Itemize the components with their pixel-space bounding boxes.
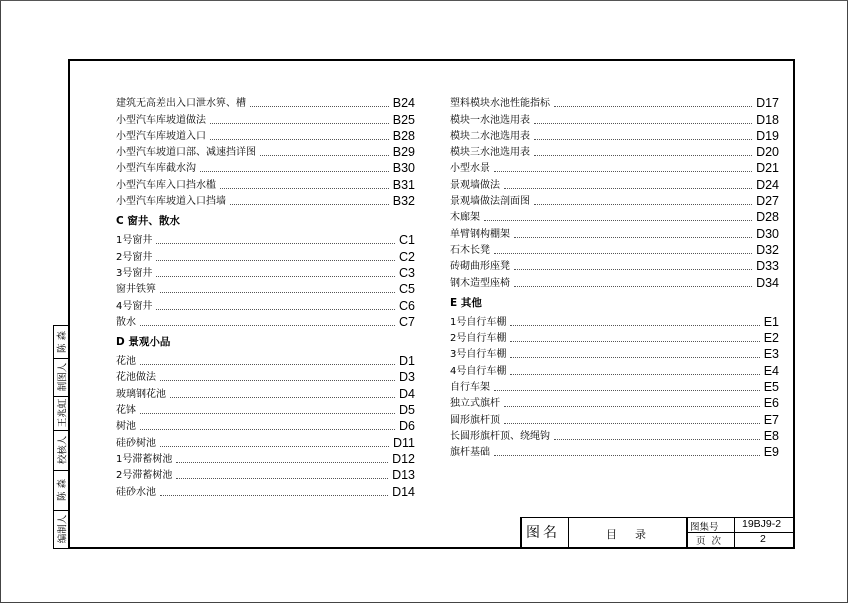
entry-page-code: B25 <box>392 112 415 127</box>
entry-title: 模块一水池选用表 <box>450 114 530 126</box>
toc-entry <box>450 410 779 426</box>
entry-title: 景观墙做法 <box>450 179 500 191</box>
entry-title: 窗井铁箅 <box>116 284 156 296</box>
entry-page-code: D19 <box>756 128 779 143</box>
leader-dots <box>156 309 395 310</box>
entry-title: 钢木造型座椅 <box>450 277 510 289</box>
leader-dots <box>504 423 760 424</box>
entry-title: 玻璃钢花池 <box>116 388 166 400</box>
leader-dots <box>160 292 395 293</box>
atlas-number-label: 图集号 <box>690 522 719 533</box>
entry-title: 建筑无高差出入口泄水箅、槽 <box>116 98 246 110</box>
entry-title: 硅砂水池 <box>116 486 156 498</box>
sign-divider <box>54 510 69 511</box>
leader-dots <box>250 106 389 107</box>
entry-page-code: E2 <box>763 331 779 346</box>
toc-entry <box>116 384 415 400</box>
atlas-number: 19BJ9-2 <box>742 518 782 530</box>
entry-page-code: D24 <box>756 177 779 192</box>
entry-title: 圆形旗杆顶 <box>450 414 500 426</box>
entry-title: 长圆形旗杆顶、绕绳钩 <box>450 430 550 442</box>
sign-cell <box>54 396 69 430</box>
toc-entry <box>450 273 779 289</box>
sign-cell <box>54 430 69 470</box>
entry-title: 1号滞蓄树池 <box>116 453 173 465</box>
leader-dots <box>504 188 752 189</box>
leader-dots <box>140 413 395 414</box>
leader-dots <box>510 325 759 326</box>
entry-page-code: D30 <box>756 226 779 241</box>
toc-entry <box>116 368 415 384</box>
entry-page-code: E1 <box>763 314 779 329</box>
entry-page-code: D28 <box>756 210 779 225</box>
toc-entry <box>450 394 779 410</box>
toc-right-column <box>450 94 779 459</box>
leader-dots <box>156 260 395 261</box>
leader-dots <box>140 429 395 430</box>
toc-entry <box>450 110 779 126</box>
group-c-list <box>116 231 415 329</box>
sign-cell-text: 校核人 <box>57 435 69 465</box>
sign-cell-text: 陈 森 <box>57 478 69 502</box>
entry-page-code: B30 <box>392 161 415 176</box>
toc-entry <box>450 443 779 459</box>
leader-dots <box>140 325 395 326</box>
entry-page-code: D12 <box>392 451 415 466</box>
leader-dots <box>514 286 752 287</box>
entry-page-code: D32 <box>756 242 779 257</box>
entry-page-code: C1 <box>399 233 415 248</box>
entry-page-code: B29 <box>392 145 415 160</box>
leader-dots <box>534 139 752 140</box>
entry-title: 3号自行车棚 <box>450 349 507 361</box>
toc-entry <box>116 231 415 247</box>
entry-title: 石木长凳 <box>450 244 490 256</box>
leader-dots <box>160 495 388 496</box>
section-e-heading: E 其他 <box>450 296 482 309</box>
toc-entry <box>450 127 779 143</box>
entry-page-code: D33 <box>756 259 779 274</box>
toc-entry <box>116 280 415 296</box>
leader-dots <box>140 364 395 365</box>
entry-title: 小型水景 <box>450 163 490 175</box>
leader-dots <box>510 374 759 375</box>
entry-title: 小型汽车库截水沟 <box>116 163 196 175</box>
entry-title: 2号自行车棚 <box>450 333 507 345</box>
toc-entry <box>116 127 415 143</box>
entry-page-code: E8 <box>763 428 779 443</box>
leader-dots <box>156 243 395 244</box>
entry-page-code: B28 <box>392 128 415 143</box>
entry-page-code: E5 <box>763 380 779 395</box>
leader-dots <box>534 204 752 205</box>
entry-title: 砖砌曲形座凳 <box>450 261 510 273</box>
leader-dots <box>494 390 760 391</box>
page-label: 页次 <box>696 536 728 547</box>
toc-entry <box>450 313 779 329</box>
sign-cell <box>54 510 69 548</box>
leader-dots <box>160 446 389 447</box>
toc-entry <box>116 110 415 126</box>
toc-entry <box>116 247 415 263</box>
toc-entry <box>450 224 779 240</box>
entry-page-code: E9 <box>763 445 779 460</box>
toc-entry <box>116 417 415 433</box>
leader-dots <box>534 155 752 156</box>
entry-page-code: B31 <box>392 177 415 192</box>
toc-entry <box>116 94 415 110</box>
entry-title: 小型汽车库坡道入口 <box>116 130 206 142</box>
leader-dots <box>504 406 760 407</box>
leader-dots <box>210 139 389 140</box>
entry-title: 小型汽车坡道口部、减速挡详图 <box>116 147 256 159</box>
group-d2-list <box>450 94 779 290</box>
entry-page-code: D20 <box>756 145 779 160</box>
leader-dots <box>510 341 759 342</box>
entry-title: 景观墙做法剖面图 <box>450 196 530 208</box>
entry-page-code: E3 <box>763 347 779 362</box>
leader-dots <box>156 276 395 277</box>
toc-entry <box>450 345 779 361</box>
entry-page-code: C3 <box>399 265 415 280</box>
leader-dots <box>210 123 389 124</box>
toc-entry <box>116 159 415 175</box>
toc-entry <box>450 159 779 175</box>
sign-cell-text: 编制人 <box>57 514 69 544</box>
leader-dots <box>260 155 389 156</box>
leader-dots <box>514 269 752 270</box>
entry-title: 树池 <box>116 421 136 433</box>
entry-title: 模块二水池选用表 <box>450 130 530 142</box>
sign-divider <box>54 430 69 431</box>
entry-title: 模块三水池选用表 <box>450 147 530 159</box>
group-b-list <box>116 94 415 208</box>
leader-dots <box>494 455 760 456</box>
toc-entry <box>116 192 415 208</box>
group-d-list <box>116 352 415 499</box>
toc-entry <box>116 466 415 482</box>
leader-dots <box>176 462 388 463</box>
toc-entry <box>116 313 415 329</box>
entry-page-code: D27 <box>756 194 779 209</box>
toc-entry <box>116 296 415 312</box>
toc-entry <box>450 192 779 208</box>
entry-page-code: D5 <box>399 403 415 418</box>
entry-page-code: D3 <box>399 370 415 385</box>
toc-entry <box>450 378 779 394</box>
leader-dots <box>514 237 752 238</box>
entry-title: 2号滞蓄树池 <box>116 470 173 482</box>
title-block <box>520 517 793 548</box>
entry-title: 塑料模块水池性能指标 <box>450 98 550 110</box>
toc-entry <box>450 175 779 191</box>
entry-title: 2号窗井 <box>116 251 153 263</box>
leader-dots <box>494 253 752 254</box>
entry-page-code: E4 <box>763 363 779 378</box>
entry-page-code: D14 <box>392 484 415 499</box>
entry-page-code: D11 <box>392 435 415 450</box>
group-e-list <box>450 313 779 460</box>
toc-left-column <box>116 94 415 499</box>
entry-page-code: D13 <box>392 468 415 483</box>
toc-entry <box>450 241 779 257</box>
entry-page-code: D17 <box>756 96 779 111</box>
leader-dots <box>170 397 395 398</box>
leader-dots <box>534 123 752 124</box>
entry-title: 花钵 <box>116 405 136 417</box>
entry-title: 小型汽车库坡道做法 <box>116 114 206 126</box>
entry-title: 旗杆基础 <box>450 447 490 459</box>
entry-page-code: D18 <box>756 112 779 127</box>
leader-dots <box>220 188 389 189</box>
entry-title: 4号窗井 <box>116 300 153 312</box>
toc-entry <box>450 361 779 377</box>
toc-entry <box>116 143 415 159</box>
entry-title: 硅砂树池 <box>116 437 156 449</box>
entry-title: 花池做法 <box>116 372 156 384</box>
entry-page-code: C5 <box>399 282 415 297</box>
top-rule <box>0 0 848 1</box>
toc-entry <box>116 482 415 498</box>
entry-page-code: C7 <box>399 314 415 329</box>
toc-entry <box>116 450 415 466</box>
entry-title: 散水 <box>116 316 136 328</box>
entry-page-code: D4 <box>399 386 415 401</box>
entry-title: 单臂钢构棚架 <box>450 228 510 240</box>
toc-entry <box>450 94 779 110</box>
leader-dots <box>494 171 752 172</box>
section-d-heading: D 景观小品 <box>116 335 171 348</box>
sign-cell <box>54 326 69 358</box>
sign-divider <box>54 358 69 359</box>
toc-entry <box>450 427 779 443</box>
toc-entry <box>116 175 415 191</box>
toc-entry <box>116 352 415 368</box>
toc-entry <box>450 329 779 345</box>
sign-divider <box>54 470 69 471</box>
entry-page-code: B24 <box>392 96 415 111</box>
toc-entry <box>450 208 779 224</box>
entry-page-code: E6 <box>763 396 779 411</box>
page-number: 2 <box>760 533 766 545</box>
toc-entry <box>450 143 779 159</box>
sign-cell <box>54 470 69 510</box>
entry-title: 花池 <box>116 356 136 368</box>
entry-page-code: D34 <box>756 275 779 290</box>
leader-dots <box>484 220 752 221</box>
leader-dots <box>160 380 395 381</box>
sign-cell-text: 制图人 <box>57 362 69 392</box>
entry-page-code: D21 <box>756 161 779 176</box>
entry-title: 3号窗井 <box>116 267 153 279</box>
toc-entry <box>116 433 415 449</box>
toc-entry <box>450 257 779 273</box>
sign-cell <box>54 358 69 396</box>
leader-dots <box>230 204 389 205</box>
drawing-title: 目录 <box>606 528 664 541</box>
entry-page-code: C6 <box>399 298 415 313</box>
entry-title: 独立式旗杆 <box>450 398 500 410</box>
entry-page-code: E7 <box>763 412 779 427</box>
entry-title: 木廊架 <box>450 212 480 224</box>
sign-cell-text: 王兆虹 <box>57 398 69 428</box>
entry-title: 4号自行车棚 <box>450 365 507 377</box>
entry-title: 1号自行车棚 <box>450 316 507 328</box>
leader-dots <box>176 478 388 479</box>
entry-page-code: B32 <box>392 194 415 209</box>
entry-page-code: D1 <box>399 354 415 369</box>
sign-divider <box>54 396 69 397</box>
entry-title: 小型汽车库入口挡水槛 <box>116 179 216 191</box>
leader-dots <box>200 171 389 172</box>
sign-cell-text: 陈 森 <box>57 330 69 354</box>
signature-strip <box>53 325 69 549</box>
drawing-name-label: 图名 <box>526 525 560 541</box>
leader-dots <box>554 106 752 107</box>
entry-title: 1号窗井 <box>116 235 153 247</box>
leader-dots <box>554 439 760 440</box>
toc-entry <box>116 264 415 280</box>
entry-page-code: D6 <box>399 419 415 434</box>
leader-dots <box>510 357 759 358</box>
toc-entry <box>116 401 415 417</box>
entry-page-code: C2 <box>399 249 415 264</box>
entry-title: 自行车架 <box>450 382 490 394</box>
entry-title: 小型汽车库坡道入口挡墙 <box>116 196 226 208</box>
section-c-heading: C 窗井、散水 <box>116 215 180 228</box>
